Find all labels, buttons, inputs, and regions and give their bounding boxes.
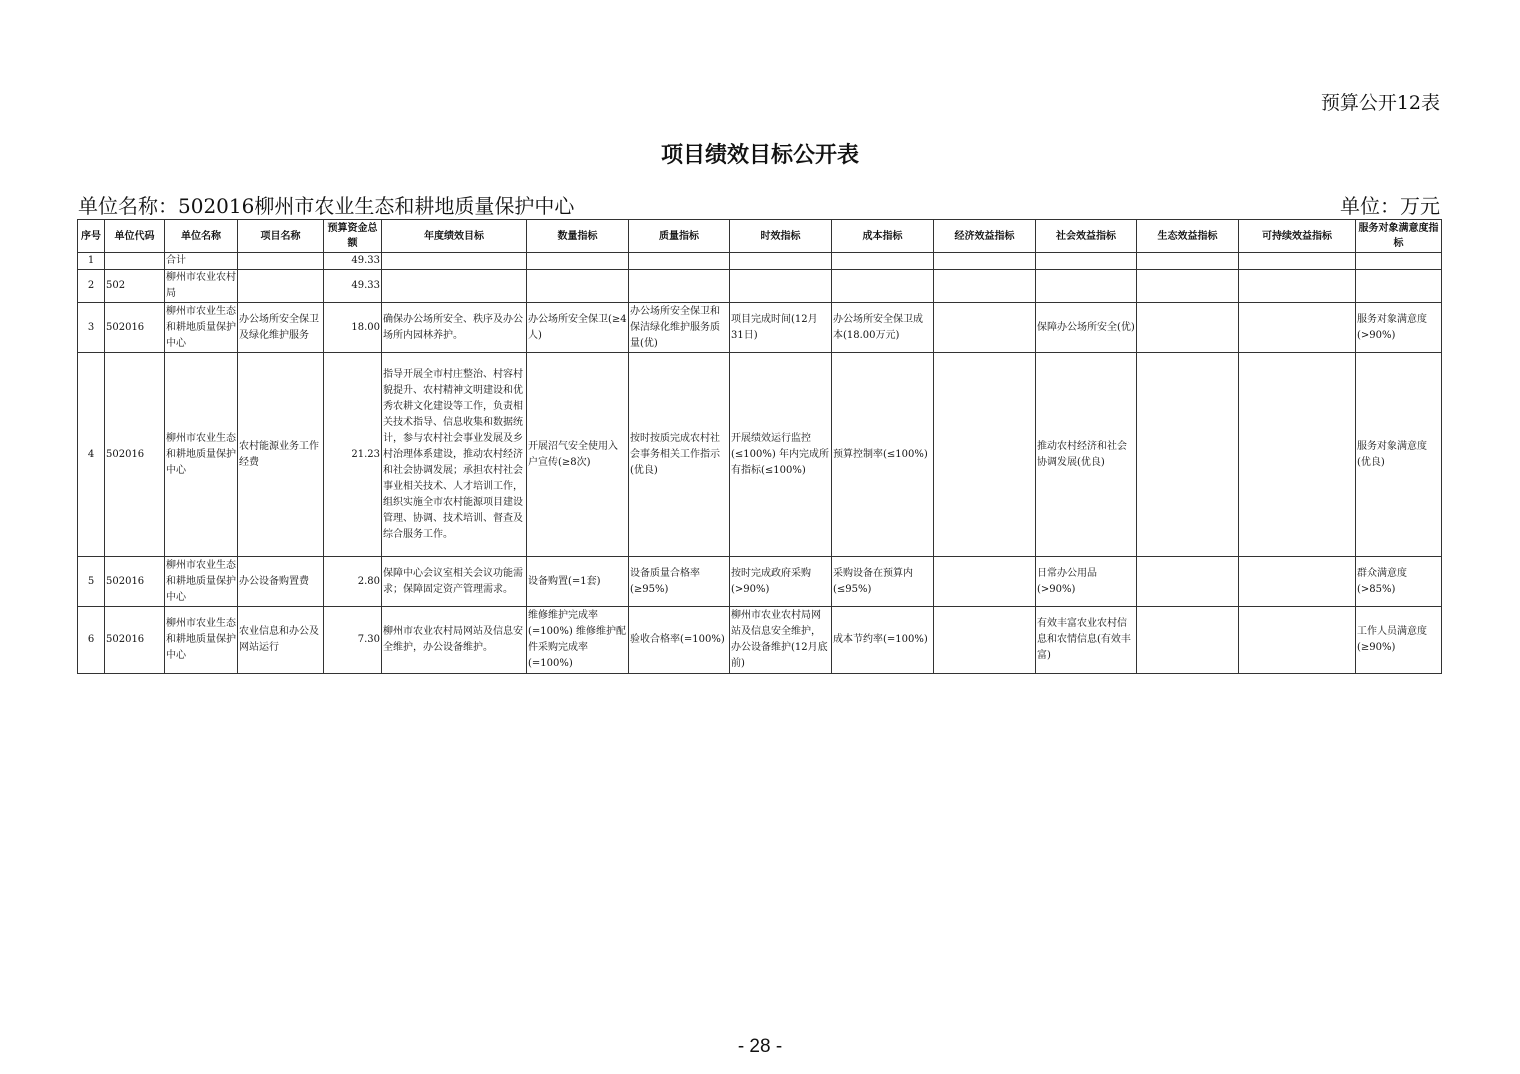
page-title: 项目绩效目标公开表 [660,143,859,168]
cell-unit-code [105,253,165,270]
cell-sustainable [1239,253,1356,270]
table-row [78,303,1442,353]
cell-quality: 办公场所安全保卫和保洁绿化维护服务质量(优) [629,303,730,353]
cell-cost: 预算控制率(≤100%) [832,353,934,557]
cell-quality: 按时按质完成农村社会事务相关工作指示(优良) [629,353,730,557]
cell-project-name: 办公设备购置费 [238,557,324,607]
cell-project-name: 农业信息和办公及网站运行 [238,607,324,674]
cell-project-name [238,253,324,270]
cell-annual-goal: 指导开展全市村庄整治、村容村貌提升、农村精神文明建设和优秀农耕文化建设等工作，负责相关技术指导、信息收集和数据统计，参与农村社会事业发展及乡村治理体系建设，推动农村经济和社会协调发展；承担农村社会事业相关技术、人才培训工作，组织实施全市农村能源项目建设管理、协调、技术培训、督查及综合服务工作。 [382,353,527,557]
cell-quality [629,270,730,303]
cell-satisfaction: 服务对象满意度(优良) [1356,353,1442,557]
page-number: - 28 - [737,1036,783,1057]
column-header: 单位代码 [105,220,165,253]
cell-ecological [1137,270,1239,303]
cell-budget: 49.33 [324,270,382,303]
column-header: 单位名称 [165,220,238,253]
cell-quality: 验收合格率(=100%) [629,607,730,674]
cell-annual-goal: 柳州市农业农村局网站及信息安全维护，办公设备维护。 [382,607,527,674]
cell-quality [629,253,730,270]
cell-sustainable [1239,607,1356,674]
cell-annual-goal: 保障中心会议室相关会议功能需求；保障固定资产管理需求。 [382,557,527,607]
cell-sustainable [1239,353,1356,557]
column-header: 服务对象满意度指标 [1356,220,1442,253]
performance-target-table [77,219,1442,674]
cell-unit-code: 502016 [105,303,165,353]
cell-quantity: 设备购置(=1套) [527,557,629,607]
cell-economic [934,270,1036,303]
cell-unit-name: 柳州市农业农村局 [165,270,238,303]
cell-ecological [1137,303,1239,353]
cell-satisfaction: 群众满意度(>85%) [1356,557,1442,607]
table-header-row [78,220,1442,253]
cell-satisfaction: 工作人员满意度(≥90%) [1356,607,1442,674]
column-header: 可持续效益指标 [1239,220,1356,253]
table-row [78,353,1442,557]
cell-unit-code: 502 [105,270,165,303]
cell-unit-name: 柳州市农业生态和耕地质量保护中心 [165,353,238,557]
cell-quantity [527,270,629,303]
cell-seq: 5 [78,557,105,607]
cell-sustainable [1239,557,1356,607]
cell-unit-code: 502016 [105,607,165,674]
cell-ecological [1137,353,1239,557]
cell-cost [832,253,934,270]
cell-timeliness [730,253,832,270]
column-header: 成本指标 [832,220,934,253]
cell-cost: 成本节约率(=100%) [832,607,934,674]
column-header: 经济效益指标 [934,220,1036,253]
cell-unit-code: 502016 [105,353,165,557]
table-number: 预算公开12表 [1320,92,1440,114]
cell-project-name: 办公场所安全保卫及绿化维护服务 [238,303,324,353]
cell-economic [934,353,1036,557]
currency-unit-label: 单位：万元 [1340,194,1440,218]
cell-quantity: 维修维护完成率(=100%) 维修维护配件采购完成率(=100%) [527,607,629,674]
cell-social: 有效丰富农业农村信息和农情信息(有效丰富) [1036,607,1137,674]
table-row [78,607,1442,674]
table-row [78,270,1442,303]
cell-seq: 2 [78,270,105,303]
cell-sustainable [1239,270,1356,303]
cell-project-name [238,270,324,303]
cell-budget: 7.30 [324,607,382,674]
cell-timeliness: 柳州市农业农村局网站及信息安全维护，办公设备维护(12月底前) [730,607,832,674]
cell-annual-goal [382,270,527,303]
cell-timeliness: 开展绩效运行监控(≤100%) 年内完成所有指标(≤100%) [730,353,832,557]
column-header: 序号 [78,220,105,253]
table-row [78,557,1442,607]
cell-seq: 3 [78,303,105,353]
cell-seq: 1 [78,253,105,270]
column-header: 质量指标 [629,220,730,253]
column-header: 项目名称 [238,220,324,253]
cell-cost: 采购设备在预算内(≤95%) [832,557,934,607]
cell-economic [934,607,1036,674]
column-header: 预算资金总额 [324,220,382,253]
cell-project-name: 农村能源业务工作经费 [238,353,324,557]
cell-timeliness [730,270,832,303]
cell-social: 保障办公场所安全(优) [1036,303,1137,353]
cell-ecological [1137,607,1239,674]
cell-economic [934,557,1036,607]
unit-name-label: 单位名称：502016柳州市农业生态和耕地质量保护中心 [78,194,575,218]
cell-cost [832,270,934,303]
column-header: 社会效益指标 [1036,220,1137,253]
cell-social [1036,253,1137,270]
cell-satisfaction [1356,270,1442,303]
cell-social: 日常办公用品(>90%) [1036,557,1137,607]
cell-quality: 设备质量合格率(≥95%) [629,557,730,607]
cell-unit-name: 合计 [165,253,238,270]
cell-timeliness: 按时完成政府采购(>90%) [730,557,832,607]
cell-unit-name: 柳州市农业生态和耕地质量保护中心 [165,607,238,674]
cell-unit-code: 502016 [105,557,165,607]
cell-sustainable [1239,303,1356,353]
cell-economic [934,253,1036,270]
cell-economic [934,303,1036,353]
cell-quantity: 办公场所安全保卫(≥4人) [527,303,629,353]
cell-annual-goal [382,253,527,270]
cell-budget: 2.80 [324,557,382,607]
cell-cost: 办公场所安全保卫成本(18.00万元) [832,303,934,353]
table-row [78,253,1442,270]
cell-budget: 18.00 [324,303,382,353]
cell-budget: 21.23 [324,353,382,557]
column-header: 时效指标 [730,220,832,253]
column-header: 数量指标 [527,220,629,253]
cell-seq: 6 [78,607,105,674]
cell-social: 推动农村经济和社会协调发展(优良) [1036,353,1137,557]
cell-ecological [1137,557,1239,607]
cell-unit-name: 柳州市农业生态和耕地质量保护中心 [165,557,238,607]
cell-social [1036,270,1137,303]
cell-timeliness: 项目完成时间(12月31日) [730,303,832,353]
cell-satisfaction: 服务对象满意度(>90%) [1356,303,1442,353]
cell-ecological [1137,253,1239,270]
cell-seq: 4 [78,353,105,557]
cell-quantity [527,253,629,270]
cell-satisfaction [1356,253,1442,270]
cell-annual-goal: 确保办公场所安全、秩序及办公场所内园林养护。 [382,303,527,353]
cell-quantity: 开展沼气安全使用入户宣传(≥8次) [527,353,629,557]
column-header: 生态效益指标 [1137,220,1239,253]
column-header: 年度绩效目标 [382,220,527,253]
cell-unit-name: 柳州市农业生态和耕地质量保护中心 [165,303,238,353]
cell-budget: 49.33 [324,253,382,270]
